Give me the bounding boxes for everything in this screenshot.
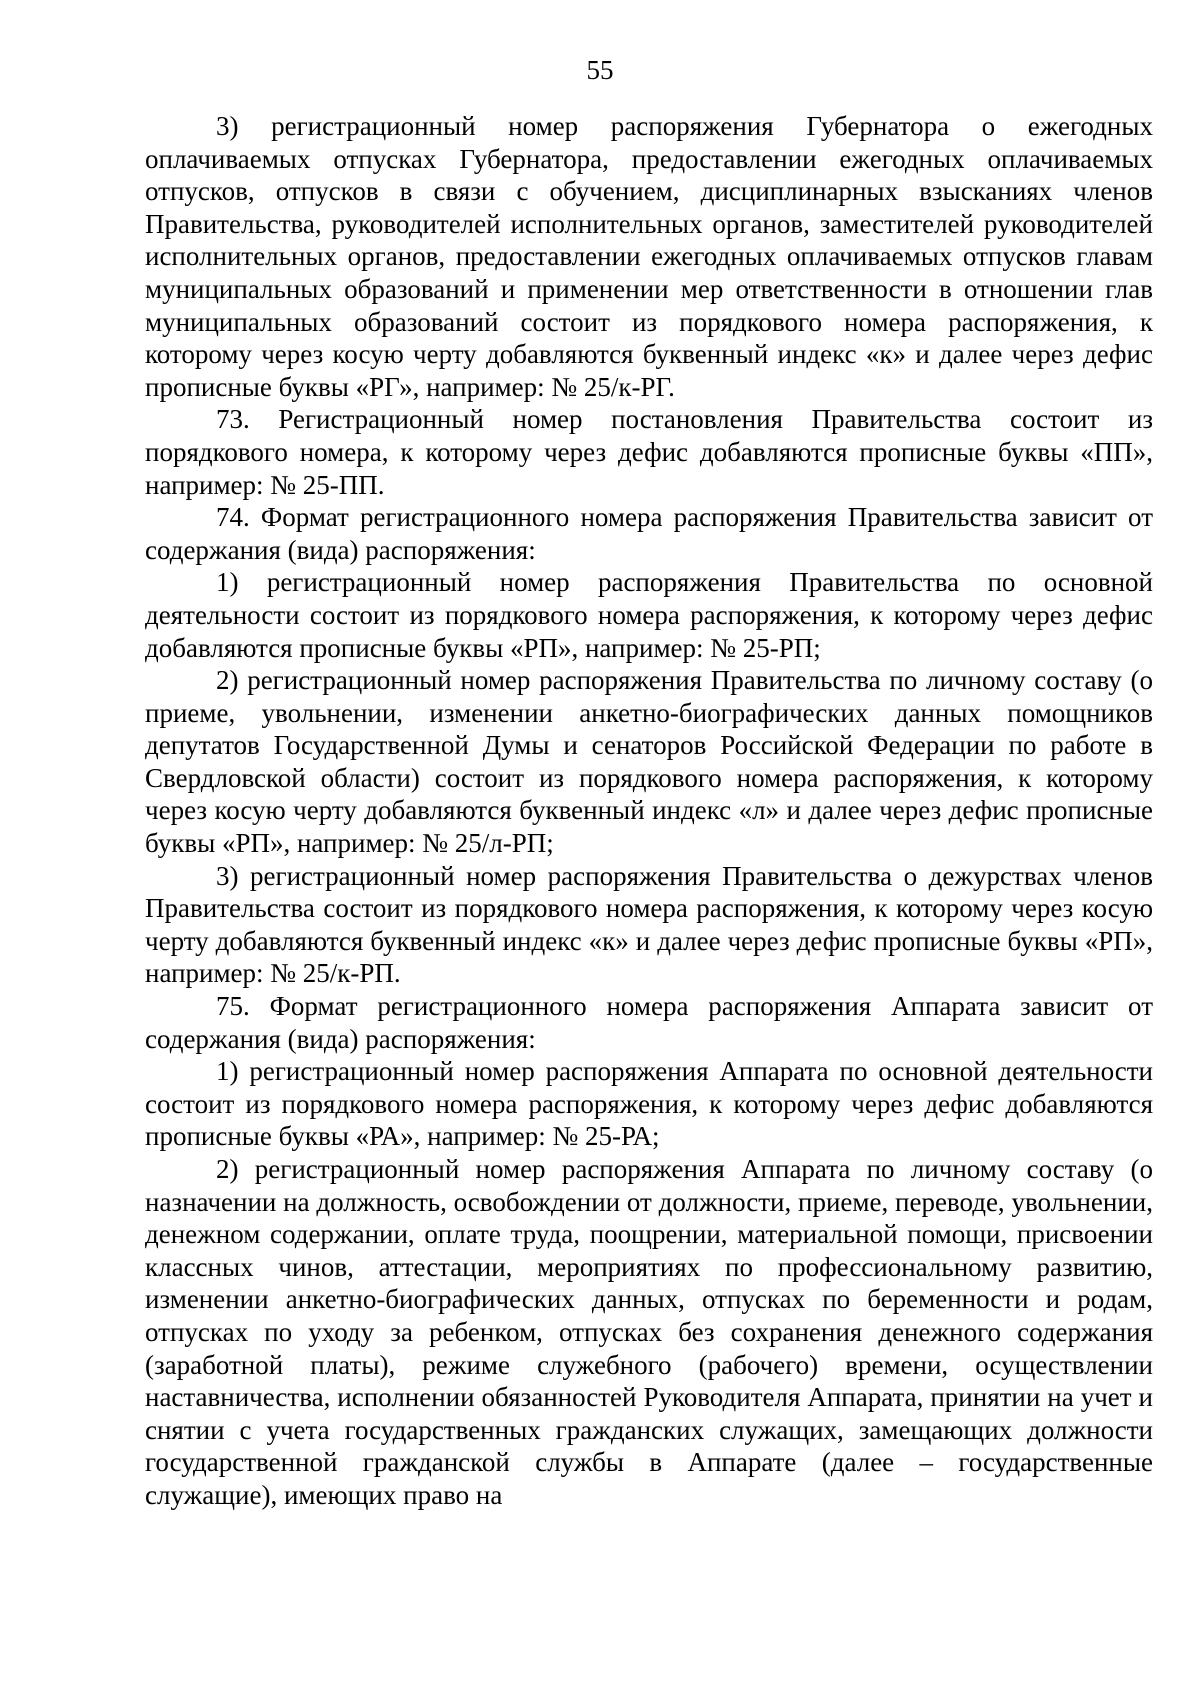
- paragraph-75-item-1: 1) регистрационный номер распоряжения Аппарата по основной деятельности состоит из порядкового номера распоряжения, к которому через дефис добавляются прописные буквы «РА», например: № 25-РА;: [145, 1056, 1153, 1152]
- paragraph-74-item-2: 2) регистрационный номер распоряжения Правительства по личному составу (о приеме, увольнении, изменении анкетно-биографических данных помощников депутатов Государственной Думы и сенаторов Российской Федерации по работе в Свердловской области) состоит из порядкового номера распоряжения, к которому через косую черту добавляются буквенный индекс «л» и далее через дефис прописные буквы «РП», например: № 25/л-РП;: [145, 665, 1153, 859]
- paragraph-74-item-1: 1) регистрационный номер распоряжения Правительства по основной деятельности состоит из порядкового номера распоряжения, к которому через дефис добавляются прописные буквы «РП», например: № 25-РП;: [145, 567, 1153, 663]
- document-body: [145, 110, 1153, 1512]
- page-number: 55: [586, 55, 614, 85]
- paragraph-75: 75. Формат регистрационного номера распоряжения Аппарата зависит от содержания (вида) распоряжения:: [145, 991, 1153, 1054]
- paragraph-75-item-2: 2) регистрационный номер распоряжения Аппарата по личному составу (о назначении на должность, освобождении от должности, приеме, переводе, увольнении, денежном содержании, оплате труда, поощрении, материальной помощи, присвоении классных чинов, аттестации, мероприятиях по профессиональному развитию, изменении анкетно-биографических данных, отпусках по беременности и родам, отпусках по уходу за ребенком, отпусках без сохранения денежного содержания (заработной платы), режиме служебного (рабочего) времени, осуществлении наставничества, исполнении обязанностей Руководителя Аппарата, принятии на учет и снятии с учета государственных гражданских служащих, замещающих должности государственной гражданской службы в Аппарате (далее – государственные служащие), имеющих право на: [145, 1154, 1153, 1510]
- paragraph-74-item-3: 3) регистрационный номер распоряжения Правительства о дежурствах членов Правительства состоит из порядкового номера распоряжения, к которому через косую черту добавляются буквенный индекс «к» и далее через дефис прописные буквы «РП», например: № 25/к-РП.: [145, 860, 1153, 989]
- paragraph-item-3-governor-orders: 3) регистрационный номер распоряжения Губернатора о ежегодных оплачиваемых отпусках Губернатора, предоставлении ежегодных оплачиваемых отпусков, отпусков в связи с обучением, дисциплинарных взысканиях членов Правительства, руководителей исполнительных органов, заместителей руководителей исполнительных органов, предоставлении ежегодных оплачиваемых отпусков главам муниципальных образований и применении мер ответственности в отношении глав муниципальных образований состоит из порядкового номера распоряжения, к которому через косую черту добавляются буквенный индекс «к» и далее через дефис прописные буквы «РГ», например: № 25/к-РГ.: [145, 111, 1153, 402]
- paragraph-74: 74. Формат регистрационного номера распоряжения Правительства зависит от содержания (вида) распоряжения:: [145, 502, 1153, 565]
- paragraph-73: 73. Регистрационный номер постановления Правительства состоит из порядкового номера, к которому через дефис добавляются прописные буквы «ПП», например: № 25-ПП.: [145, 404, 1153, 500]
